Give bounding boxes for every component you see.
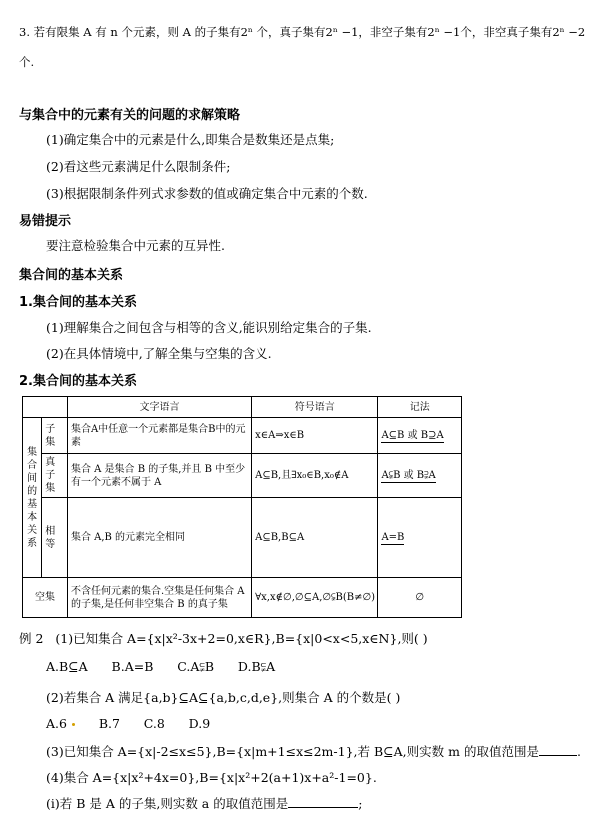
q4-text: (4)集合 A={x|x²+4x=0},B={x|x²+2(a+1)x+a²-1=0}. bbox=[46, 770, 377, 785]
q1-option-c: C.A⫋B bbox=[177, 659, 215, 674]
header-text-language: 文字语言 bbox=[67, 397, 251, 418]
q2-option-d: D.9 bbox=[188, 716, 211, 731]
table-row bbox=[23, 454, 462, 498]
strategy-heading: 与集合中的元素有关的问题的求解策略 bbox=[19, 108, 241, 123]
q4i-line: (i)若 B 是 A 的子集,则实数 a 的取值范围是 ; bbox=[46, 796, 363, 811]
side-label: 集 合 间 的 基 本 关 系 bbox=[23, 418, 42, 578]
row-text: 集合A中任意一个元素都是集合B中的元素 bbox=[67, 418, 251, 454]
row-text: 集合 A,B 的元素完全相同 bbox=[67, 498, 251, 578]
marker-dot-icon bbox=[72, 723, 75, 726]
row-notation: A⊆B 或 B⊇A bbox=[378, 418, 462, 454]
warning-heading: 易错提示 bbox=[19, 214, 72, 229]
top-line-1: 3. 若有限集 A 有 n 个元素，则 A 的子集有2ⁿ 个，真子集有2ⁿ −1，非空子集有2ⁿ −1个，非空真子集有2ⁿ −2 bbox=[19, 25, 586, 39]
sub2-title: 2.集合间的基本关系 bbox=[19, 374, 137, 389]
warning-text: 要注意检验集合中元素的互异性. bbox=[46, 238, 225, 253]
q2-text: (2)若集合 A 满足{a,b}⊆A⊆{a,b,c,d,e},则集合 A 的个数是( ) bbox=[46, 690, 401, 705]
q1-option-d: D.B⫋A bbox=[237, 659, 276, 674]
sub1-title: 1.集合间的基本关系 bbox=[19, 295, 137, 310]
relations-table bbox=[22, 396, 462, 618]
strategy-item-2: (2)看这些元素满足什么限制条件; bbox=[46, 159, 231, 174]
q1-option-b: B.A=B bbox=[111, 659, 154, 674]
table-row bbox=[23, 578, 462, 618]
row-text: 不含任何元素的集合.空集是任何集合 A 的子集,是任何非空集合 B 的真子集 bbox=[67, 578, 251, 618]
top-line-2: 个. bbox=[19, 55, 35, 69]
q3-answer-blank[interactable] bbox=[539, 755, 577, 756]
q1-text: (1)已知集合 A={x|x²-3x+2=0,x∈R},B={x|0<x<5,x∈N},则( ) bbox=[55, 631, 428, 646]
row-name: 空集 bbox=[23, 578, 68, 618]
row-name: 真子集 bbox=[42, 454, 68, 498]
q2-option-a: A.6 bbox=[46, 716, 67, 731]
sub1-item-2: (2)在具体情境中,了解全集与空集的含义. bbox=[46, 346, 272, 361]
sub1-item-1: (1)理解集合之间包含与相等的含义,能识别给定集合的子集. bbox=[46, 320, 372, 335]
q3-text: (3)已知集合 A={x|-2≤x≤5},B={x|m+1≤x≤2m-1},若 B⊆A,则实数 m 的取值范围是 bbox=[46, 744, 539, 759]
q2-option-b: B.7 bbox=[98, 716, 120, 731]
row-notation: A⫋B 或 B⫌A bbox=[378, 454, 462, 498]
row-text: 集合 A 是集合 B 的子集,并且 B 中至少有一个元素不属于 A bbox=[67, 454, 251, 498]
q3-line: (3)已知集合 A={x|-2≤x≤5},B={x|m+1≤x≤2m-1},若 B⊆A,则实数 m 的取值范围是 . bbox=[46, 744, 581, 759]
row-symbol: A⊆B,B⊆A bbox=[252, 498, 378, 578]
row-symbol: ∀x,x∉∅,∅⊆A,∅⫋B(B≠∅) bbox=[252, 578, 378, 618]
row-symbol: A⊆B,且∃x₀∈B,x₀∉A bbox=[252, 454, 378, 498]
strategy-item-1: (1)确定集合中的元素是什么,即集合是数集还是点集; bbox=[46, 132, 335, 147]
table-row bbox=[23, 498, 462, 578]
header-symbol-language: 符号语言 bbox=[252, 397, 378, 418]
q1-option-a: A.B⊆A bbox=[46, 659, 88, 674]
row-name: 子集 bbox=[42, 418, 68, 454]
q1-options bbox=[46, 659, 275, 675]
q4i-answer-blank[interactable] bbox=[288, 807, 358, 808]
q2-options bbox=[46, 716, 210, 731]
table-header-row bbox=[23, 397, 462, 418]
row-notation: A=B bbox=[378, 498, 462, 578]
row-notation: ∅ bbox=[378, 578, 462, 618]
header-notation: 记法 bbox=[378, 397, 462, 418]
section-title: 集合间的基本关系 bbox=[19, 268, 124, 283]
q4i-text: (i)若 B 是 A 的子集,则实数 a 的取值范围是 bbox=[46, 796, 289, 811]
row-name: 相等 bbox=[42, 498, 68, 578]
q2-option-c: C.8 bbox=[143, 716, 165, 731]
table-row bbox=[23, 418, 462, 454]
strategy-item-3: (3)根据限制条件列式求参数的值或确定集合中元素的个数. bbox=[46, 186, 368, 201]
example-label: 例 2 bbox=[19, 631, 44, 646]
example-question-1 bbox=[19, 629, 428, 647]
header-empty bbox=[23, 397, 68, 418]
row-symbol: x∈A⇒x∈B bbox=[252, 418, 378, 454]
